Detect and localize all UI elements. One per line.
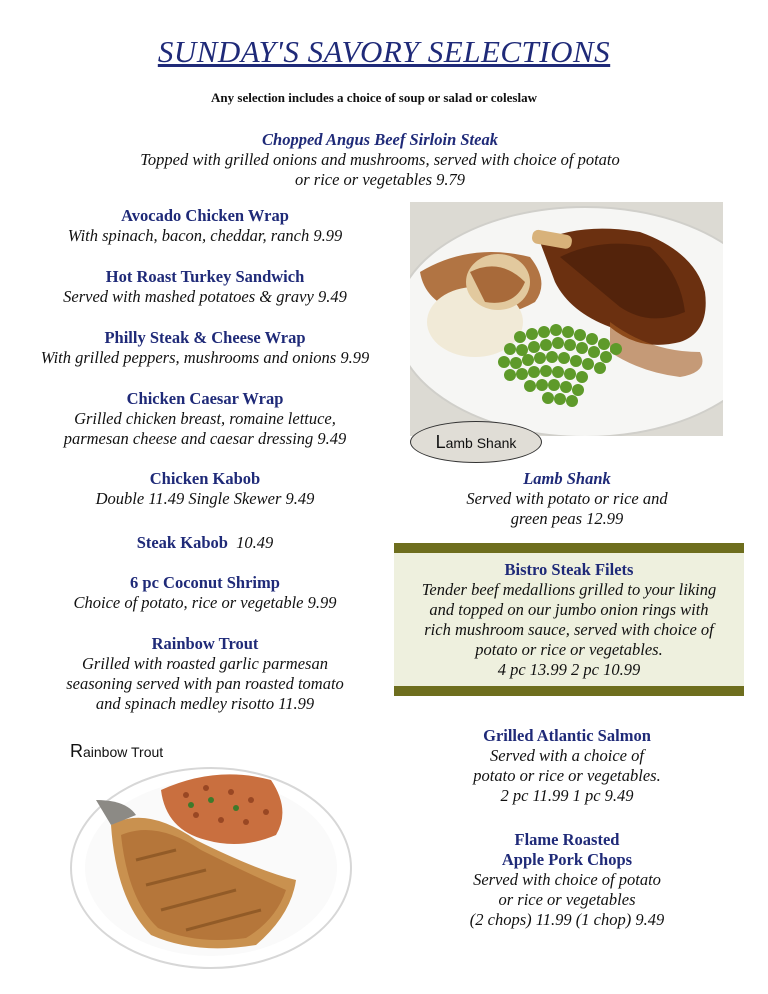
item-name: Apple Pork Chops — [501, 850, 633, 869]
item-desc: Grilled with roasted garlic parmesan — [82, 654, 328, 673]
item-desc: Served with mashed potatoes & gravy 9.49 — [63, 287, 347, 306]
rainbow-trout-plate-illustration — [66, 740, 356, 970]
menu-item-chicken-kabob — [10, 469, 400, 509]
item-name: Lamb Shank — [523, 469, 611, 488]
rainbow-trout-photo — [66, 740, 356, 970]
lamb-shank-photo — [410, 202, 723, 436]
lamb-shank-plate-illustration — [410, 202, 723, 436]
menu-item-coconut-shrimp — [10, 573, 400, 613]
item-desc: or rice or vegetables — [498, 890, 636, 909]
menu-subtitle: Any selection includes a choice of soup or salad or coleslaw — [211, 90, 537, 105]
item-desc: rich mushroom sauce, served with choice of — [424, 620, 714, 639]
menu-item-caesar-wrap — [10, 389, 400, 449]
item-desc: Double 11.49 Single Skewer 9.49 — [95, 489, 315, 508]
item-desc: Topped with grilled onions and mushrooms, served with choice of potato — [140, 150, 620, 169]
item-desc: (2 chops) 11.99 (1 chop) 9.49 — [469, 910, 665, 929]
menu-item-atlantic-salmon — [384, 726, 750, 806]
menu-title: SUNDAY'S SAVORY SELECTIONS — [157, 34, 611, 69]
item-name: Avocado Chicken Wrap — [121, 206, 289, 225]
menu-item-steak-kabob — [10, 533, 400, 553]
menu-item-lamb-shank — [384, 469, 750, 529]
item-desc: Served with a choice of — [490, 746, 644, 765]
item-desc: seasoning served with pan roasted tomato — [66, 674, 344, 693]
item-desc: green peas 12.99 — [510, 509, 624, 528]
menu-item-bistro-steak — [394, 560, 744, 680]
item-desc: potato or rice or vegetables. — [473, 766, 661, 785]
item-desc: and topped on our jumbo onion rings with — [429, 600, 709, 619]
item-name: Flame Roasted — [514, 830, 620, 849]
item-desc: Served with potato or rice and — [466, 489, 668, 508]
item-desc: Served with choice of potato — [473, 870, 661, 889]
item-desc: 2 pc 11.99 1 pc 9.49 — [500, 786, 634, 805]
menu-item-pork-chops — [384, 830, 750, 930]
item-name: Bistro Steak Filets — [504, 560, 634, 579]
item-name: Grilled Atlantic Salmon — [483, 726, 651, 745]
rainbow-trout-photo-label: Rainbow Trout — [70, 741, 164, 761]
item-name: Steak Kabob — [136, 533, 228, 552]
item-name: Chicken Caesar Wrap — [126, 389, 284, 408]
item-name: Chopped Angus Beef Sirloin Steak — [262, 130, 498, 149]
item-desc: Choice of potato, rice or vegetable 9.99 — [73, 593, 337, 612]
item-name: Chicken Kabob — [149, 469, 261, 488]
menu-item-avocado-wrap — [10, 206, 400, 246]
item-name: 6 pc Coconut Shrimp — [130, 573, 280, 592]
bistro-top-border — [394, 543, 744, 553]
menu-item-philly-wrap — [10, 328, 400, 368]
item-desc: With spinach, bacon, cheddar, ranch 9.99 — [67, 226, 343, 245]
menu-item-rainbow-trout — [10, 634, 400, 714]
item-desc: parmesan cheese and caesar dressing 9.49 — [63, 429, 347, 448]
item-desc: With grilled peppers, mushrooms and onions 9.99 — [40, 348, 370, 367]
item-desc: and spinach medley risotto 11.99 — [95, 694, 315, 713]
item-name: Rainbow Trout — [151, 634, 259, 653]
item-desc: potato or rice or vegetables. — [475, 640, 663, 659]
menu-item-chopped-steak — [90, 130, 670, 190]
item-desc: Grilled chicken breast, romaine lettuce, — [74, 409, 336, 428]
item-name: Philly Steak & Cheese Wrap — [104, 328, 306, 347]
bistro-bottom-border — [394, 686, 744, 696]
item-desc: Tender beef medallions grilled to your liking — [421, 580, 717, 599]
item-desc: 4 pc 13.99 2 pc 10.99 — [497, 660, 641, 679]
menu-item-turkey-sandwich — [10, 267, 400, 307]
item-desc: or rice or vegetables 9.79 — [294, 170, 465, 189]
item-price: 10.49 — [236, 533, 274, 552]
lamb-shank-photo-label: Lamb Shank — [410, 421, 542, 463]
item-name: Hot Roast Turkey Sandwich — [105, 267, 305, 286]
